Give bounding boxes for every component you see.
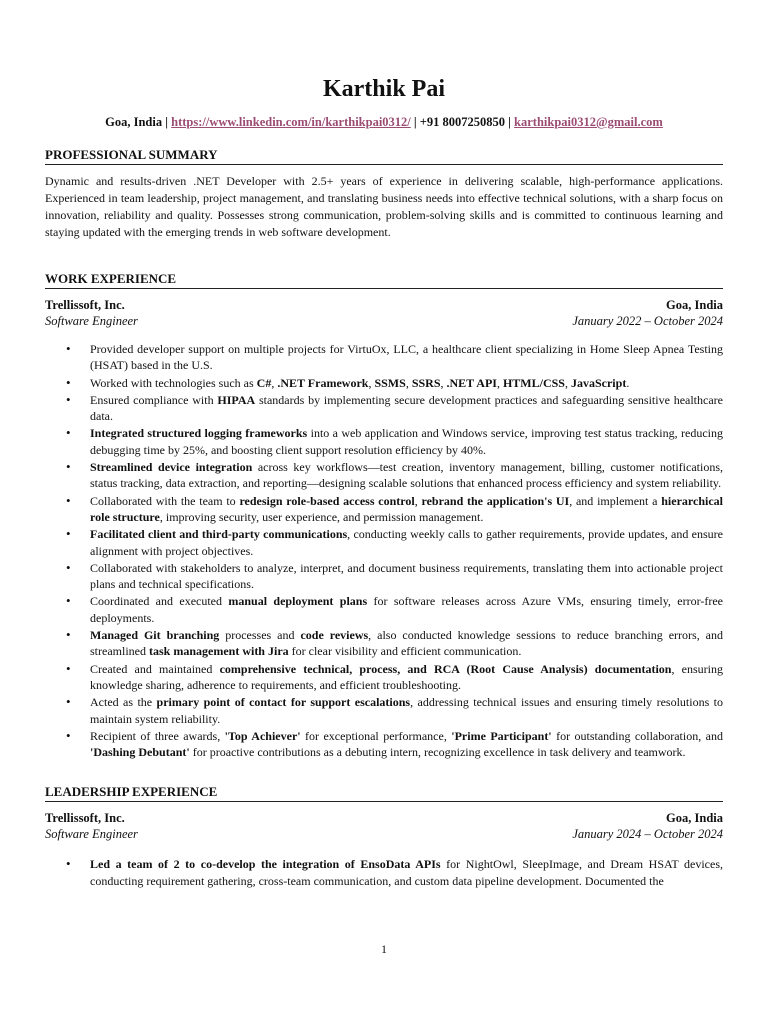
bullet-highlight: primary point of contact for support escalations [156, 695, 411, 710]
bullet-text: for NightOwl, SleepImage, and Dream HSAT devices, conducting requirement gathering, cross-team communication, and custom data pipeline development. Documented the [90, 857, 723, 888]
bullet-highlight: JavaScript [570, 375, 627, 390]
work-bullet-list [45, 341, 723, 760]
bullet-text: Worked with technologies such as [90, 375, 257, 390]
bullet-text: . [626, 375, 630, 390]
contact-separator: | [410, 115, 420, 129]
bullet-item [90, 493, 723, 526]
bullet-text: , conducting weekly calls to gather requirements, provide updates, and ensure alignment with project objectives. [90, 527, 723, 558]
bullet-text: processes and [219, 628, 301, 643]
bullet-text: Created and maintained [90, 661, 220, 676]
bullet-item [90, 856, 723, 889]
bullet-text: Ensured compliance with [90, 392, 218, 407]
bullet-highlight: .NET Framework [277, 375, 369, 390]
bullet-text: , [440, 375, 447, 390]
company-name: Trellissoft, Inc. [45, 811, 125, 826]
contact-line [0, 114, 768, 130]
summary-text: Dynamic and results-driven .NET Developer with 2.5+ years of experience in delivering scalable, high-performance applications. Experienced in team leadership, project management, and translating business needs into effective technical solutions, with a sharp focus on innovation, reliability and quality. Possesses strong communication, problem-solving skills and is committed to continuous learning and staying updated with the emerging trends in web software development. [45, 174, 723, 239]
bullet-item [90, 560, 723, 593]
section-title-work: WORK EXPERIENCE [45, 271, 723, 289]
bullet-highlight: SSRS [411, 375, 441, 390]
bullet-highlight: task management with Jira [148, 644, 289, 659]
job-dates: January 2022 – October 2024 [572, 314, 723, 328]
bullet-item [90, 392, 723, 425]
bullet-highlight: Integrated structured logging frameworks [90, 426, 308, 441]
job-subheader [45, 826, 723, 842]
bullet-text: for exceptional performance, [300, 728, 452, 743]
email-link[interactable]: karthikpai0312@gmail.com [514, 115, 663, 129]
bullet-text: , also conducted knowledge sessions to reduce branching errors, and streamlined [90, 628, 723, 659]
bullet-item [90, 526, 723, 559]
bullet-highlight: rebrand the application's UI [421, 493, 570, 508]
section-title-summary: PROFESSIONAL SUMMARY [45, 147, 723, 165]
contact-separator: | [505, 115, 515, 129]
bullet-text: , improving security, user experience, and permission management. [159, 509, 484, 524]
bullet-text: , ensuring knowledge sharing, adherence to requirements, and efficient troubleshooting. [90, 661, 724, 692]
bullet-highlight: Managed Git branching [90, 628, 220, 643]
bullet-highlight: hierarchical role structure [90, 493, 723, 524]
bullet-text: for software releases across Azure VMs, ensuring timely, error-free deployments. [90, 594, 723, 625]
bullet-highlight: code reviews [300, 628, 369, 643]
bullet-item [90, 627, 723, 660]
job-role: Software Engineer [45, 827, 138, 842]
bullet-text: Coordinated and executed [90, 594, 229, 609]
bullet-item [90, 593, 723, 626]
job-header [45, 810, 723, 826]
bullet-item [90, 694, 723, 727]
contact-location: Goa, India [105, 115, 163, 129]
leadership-section [45, 784, 723, 889]
bullet-highlight: redesign role-based access control [239, 493, 415, 508]
bullet-text: , [414, 493, 422, 508]
bullet-highlight: 'Prime Participant' [451, 728, 552, 743]
bullet-text: , and implement a [569, 493, 662, 508]
bullet-text: Acted as the [90, 695, 157, 710]
bullet-highlight: 'Dashing Debutant' [90, 745, 190, 760]
bullet-highlight: comprehensive technical, process, and RCA (Root Cause Analysis) documentation [219, 661, 672, 676]
bullet-highlight: .NET API [446, 375, 497, 390]
bullet-text: , addressing technical issues and ensuring timely resolutions to maintain system reliability. [90, 695, 723, 726]
bullet-text: , [368, 375, 375, 390]
contact-phone: +91 8007250850 [419, 115, 506, 129]
job-location: Goa, India [666, 811, 723, 826]
linkedin-link[interactable]: https://www.linkedin.com/in/karthikpai0312/ [171, 115, 411, 129]
candidate-name: Karthik Pai [322, 76, 445, 102]
bullet-text: into a web application and Windows service, improving test status tracking, reducing debugging time by 25%, and boosting client support resolution efficiency by 40%. [90, 426, 723, 457]
bullet-text: Provided developer support on multiple projects for VirtuOx, LLC, a healthcare client specializing in Home Sleep Apnea Testing (HSAT) based in the U.S. [90, 342, 723, 373]
bullet-highlight: manual deployment plans [228, 594, 368, 609]
summary-section [45, 147, 723, 241]
bullet-text: standards by implementing secure development practices and safeguarding sensitive healthcare data. [90, 392, 723, 424]
resume-content [45, 147, 723, 890]
contact-separator: | [162, 115, 172, 129]
bullet-highlight: Facilitated client and third-party communications [90, 527, 348, 542]
bullet-highlight: 'Top Achiever' [224, 728, 301, 743]
bullet-item [90, 661, 723, 694]
bullet-highlight: SSMS [374, 375, 406, 390]
bullet-highlight: Streamlined device integration [90, 460, 253, 475]
section-title-leadership: LEADERSHIP EXPERIENCE [45, 784, 723, 802]
company-name: Trellissoft, Inc. [45, 298, 125, 312]
bullet-item [90, 375, 723, 391]
bullet-text: Collaborated with stakeholders to analyze, interpret, and document business requirements, translating them into actionable project plans and technical specifications. [90, 560, 723, 592]
job-dates: January 2024 – October 2024 [572, 827, 723, 842]
bullet-text: , [271, 375, 278, 390]
job-header [45, 297, 723, 313]
bullet-item [90, 341, 723, 374]
bullet-text: Recipient of three awards, [90, 728, 225, 743]
leadership-bullet-list [45, 856, 723, 889]
bullet-item [90, 425, 723, 458]
job-role: Software Engineer [45, 314, 138, 328]
job-location: Goa, India [666, 298, 723, 312]
bullet-text: for clear visibility and efficient communication. [288, 644, 522, 659]
work-section [45, 271, 723, 760]
bullet-text: across key workflows—test creation, inventory management, billing, customer notifications, status tracking, data extraction, and reporting—designing scalable solutions that enhanced process efficiency and system reliability. [90, 460, 723, 491]
bullet-item [90, 728, 723, 761]
bullet-text: for outstanding collaboration, and [551, 728, 723, 743]
bullet-text: , [496, 375, 503, 390]
bullet-text: for proactive contributions as a debuting intern, recognizing excellence in task delivery and teamwork. [189, 745, 686, 760]
bullet-item [90, 459, 723, 492]
bullet-text: , [405, 375, 412, 390]
page-number: 1 [381, 942, 387, 956]
bullet-text: Collaborated with the team to [90, 493, 240, 508]
bullet-highlight: HTML/CSS [502, 375, 565, 390]
job-subheader [45, 313, 723, 329]
bullet-highlight: C# [256, 375, 272, 390]
bullet-highlight: Led a team of 2 to co-develop the integration of EnsoData APIs [90, 857, 441, 872]
bullet-highlight: HIPAA [217, 392, 256, 407]
bullet-text: , [564, 375, 571, 390]
